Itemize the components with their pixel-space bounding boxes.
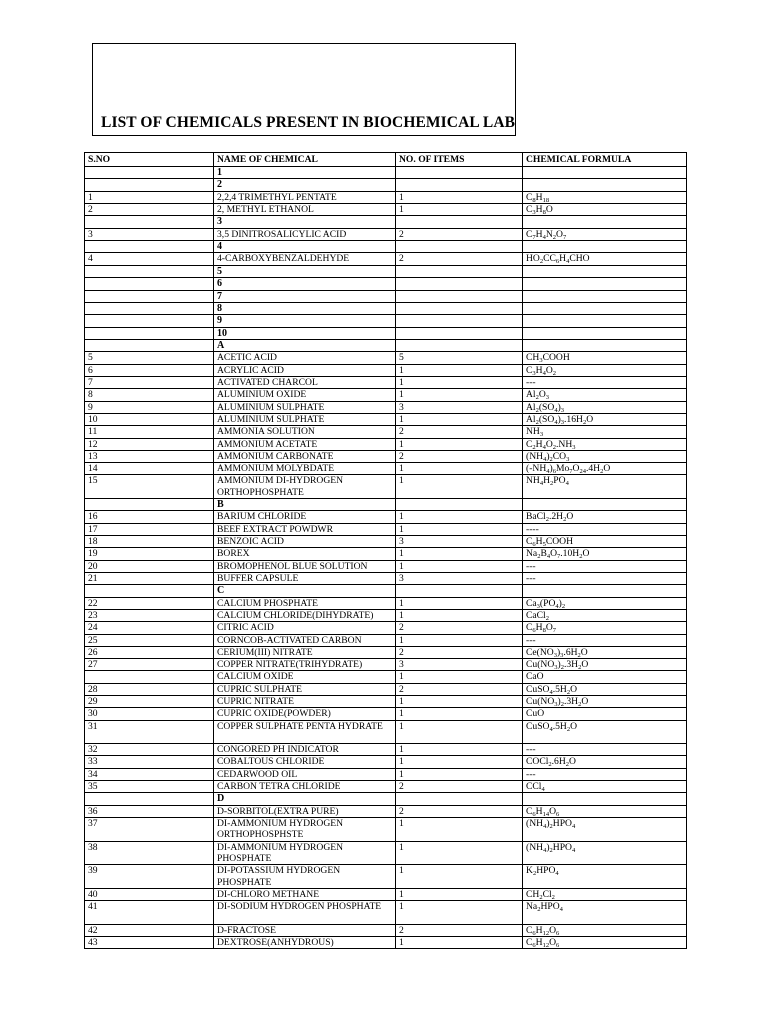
cell-items: 2 (396, 924, 523, 936)
table-row (85, 364, 687, 376)
cell-formula: $(NH_4)_2HPO_4$ (523, 841, 687, 865)
cell-sno: 4 (85, 253, 214, 265)
cell-formula (523, 179, 687, 191)
table-row (85, 511, 687, 523)
cell-formula: $C_8H_{18}$ (523, 191, 687, 203)
cell-items: 1 (396, 756, 523, 768)
cell-items (396, 278, 523, 290)
table-row (85, 191, 687, 203)
cell-formula (523, 499, 687, 511)
table-row (85, 622, 687, 634)
cell-items: 2 (396, 228, 523, 240)
cell-sno: 43 (85, 937, 214, 949)
cell-name: DEXTROSE(ANHYDROUS) (214, 937, 396, 949)
cell-formula: --- (523, 560, 687, 572)
cell-items: 1 (396, 671, 523, 683)
cell-sno: 21 (85, 572, 214, 584)
cell-formula: CaO (523, 671, 687, 683)
section-row (85, 585, 687, 597)
section-row (85, 340, 687, 352)
cell-sno: 22 (85, 597, 214, 609)
cell-name: ALUMINIUM OXIDE (214, 389, 396, 401)
cell-items: 3 (396, 659, 523, 671)
section-row (85, 302, 687, 314)
cell-formula (523, 241, 687, 253)
cell-items: 1 (396, 463, 523, 475)
table-row (85, 475, 687, 499)
cell-formula: --- (523, 634, 687, 646)
cell-name: ACRYLIC ACID (214, 364, 396, 376)
cell-items: 3 (396, 401, 523, 413)
cell-name: 2, METHYL ETHANOL (214, 204, 396, 216)
cell-name: CALCIUM PHOSPHATE (214, 597, 396, 609)
cell-items: 1 (396, 841, 523, 865)
table-row (85, 389, 687, 401)
cell-sno: 8 (85, 389, 214, 401)
cell-sno: 12 (85, 438, 214, 450)
cell-sno (85, 216, 214, 228)
cell-sno: 23 (85, 609, 214, 621)
cell-items (396, 167, 523, 179)
cell-sno (85, 499, 214, 511)
table-row (85, 865, 687, 889)
section-row (85, 179, 687, 191)
cell-formula: $Cu(NO_3)_2.3H_2O$ (523, 659, 687, 671)
cell-items: 2 (396, 622, 523, 634)
cell-formula: $C_3H_4O_2$ (523, 364, 687, 376)
table-row (85, 937, 687, 949)
table-row (85, 646, 687, 658)
cell-formula: $Al_2(SO_4)_3$ (523, 401, 687, 413)
cell-formula: $C_6H_{12}O_6$ (523, 924, 687, 936)
cell-name: BOREX (214, 548, 396, 560)
section-label: 6 (214, 278, 396, 290)
cell-items: 1 (396, 937, 523, 949)
section-label: A (214, 340, 396, 352)
table-row (85, 572, 687, 584)
table-row (85, 253, 687, 265)
table-row (85, 756, 687, 768)
cell-sno (85, 315, 214, 327)
cell-formula: $CH_3COOH$ (523, 352, 687, 364)
cell-name: ALUMINIUM SULPHATE (214, 401, 396, 413)
cell-formula (523, 216, 687, 228)
cell-name: AMMONIUM ACETATE (214, 438, 396, 450)
cell-sno (85, 585, 214, 597)
cell-name: ACTIVATED CHARCOL (214, 377, 396, 389)
cell-sno: 38 (85, 841, 214, 865)
cell-items (396, 302, 523, 314)
table-row (85, 228, 687, 240)
table-row (85, 413, 687, 425)
cell-name: CALCIUM OXIDE (214, 671, 396, 683)
cell-name: BROMOPHENOL BLUE SOLUTION (214, 560, 396, 572)
table-row (85, 560, 687, 572)
cell-name: DI-CHLORO METHANE (214, 888, 396, 900)
cell-sno (85, 241, 214, 253)
cell-items (396, 340, 523, 352)
cell-items: 1 (396, 768, 523, 780)
section-row (85, 315, 687, 327)
table-body (85, 167, 687, 949)
cell-items: 1 (396, 475, 523, 499)
cell-sno: 10 (85, 413, 214, 425)
table-row (85, 708, 687, 720)
cell-items: 1 (396, 364, 523, 376)
section-label: 4 (214, 241, 396, 253)
cell-formula: CCl$_4$ (523, 781, 687, 793)
cell-items: 1 (396, 865, 523, 889)
cell-formula: $Na_2B_4O_7.10H_2O$ (523, 548, 687, 560)
section-label: 2 (214, 179, 396, 191)
cell-sno: 35 (85, 781, 214, 793)
title-box (92, 43, 516, 136)
cell-sno: 2 (85, 204, 214, 216)
cell-sno: 19 (85, 548, 214, 560)
cell-sno: 39 (85, 865, 214, 889)
cell-formula (523, 278, 687, 290)
section-row (85, 290, 687, 302)
cell-name: DI-AMMONIUM HYDROGEN PHOSPHATE (214, 841, 396, 865)
cell-name: CUPRIC OXIDE(POWDER) (214, 708, 396, 720)
table-row (85, 924, 687, 936)
cell-name: CARBON TETRA CHLORIDE (214, 781, 396, 793)
cell-sno: 24 (85, 622, 214, 634)
cell-sno: 5 (85, 352, 214, 364)
cell-items: 1 (396, 191, 523, 203)
cell-items: 1 (396, 523, 523, 535)
cell-formula: $C_2H_4O_2.NH_3$ (523, 438, 687, 450)
cell-items: 1 (396, 634, 523, 646)
cell-items: 1 (396, 720, 523, 744)
section-label: 10 (214, 327, 396, 339)
header-items: NO. OF ITEMS (396, 153, 523, 167)
cell-formula: $(NH_4)_2CO_3$ (523, 450, 687, 462)
cell-formula: $Cu(NO_3)_2.3H_2O$ (523, 695, 687, 707)
cell-formula: $(NH_4)_2HPO_4$ (523, 818, 687, 842)
chemicals-table (84, 152, 687, 949)
cell-sno: 31 (85, 720, 214, 744)
cell-sno: 13 (85, 450, 214, 462)
cell-items: 1 (396, 560, 523, 572)
table-row (85, 683, 687, 695)
cell-formula: CuO (523, 708, 687, 720)
cell-items: 2 (396, 646, 523, 658)
cell-formula: $Al_2(SO_4)_3.16H_2O$ (523, 413, 687, 425)
table-row (85, 659, 687, 671)
cell-sno: 18 (85, 536, 214, 548)
cell-items: 1 (396, 708, 523, 720)
cell-formula (523, 290, 687, 302)
cell-sno (85, 167, 214, 179)
cell-name: D-SORBITOL(EXTRA PURE) (214, 805, 396, 817)
cell-items (396, 315, 523, 327)
cell-sno (85, 265, 214, 277)
section-row (85, 793, 687, 805)
cell-items (396, 216, 523, 228)
cell-name: CERIUM(III) NITRATE (214, 646, 396, 658)
cell-items (396, 290, 523, 302)
cell-sno: 40 (85, 888, 214, 900)
cell-items: 2 (396, 805, 523, 817)
cell-sno: 14 (85, 463, 214, 475)
cell-items: 2 (396, 426, 523, 438)
table-row (85, 463, 687, 475)
table-row (85, 352, 687, 364)
table-row (85, 609, 687, 621)
cell-items: 2 (396, 253, 523, 265)
cell-sno: 6 (85, 364, 214, 376)
cell-formula: $Ca_3(PO_4)_2$ (523, 597, 687, 609)
cell-name: CEDARWOOD OIL (214, 768, 396, 780)
cell-items: 1 (396, 597, 523, 609)
cell-formula: --- (523, 377, 687, 389)
cell-sno: 17 (85, 523, 214, 535)
cell-formula (523, 340, 687, 352)
cell-sno (85, 278, 214, 290)
cell-items: 1 (396, 413, 523, 425)
cell-items: 1 (396, 818, 523, 842)
table-row (85, 671, 687, 683)
cell-formula: $K_2HPO_4$ (523, 865, 687, 889)
cell-formula: $C_6H_5COOH$ (523, 536, 687, 548)
cell-name: AMMONIA SOLUTION (214, 426, 396, 438)
cell-name: D-FRACTOSE (214, 924, 396, 936)
cell-name: DI-SODIUM HYDROGEN PHOSPHATE (214, 901, 396, 925)
cell-sno (85, 340, 214, 352)
cell-sno: 37 (85, 818, 214, 842)
cell-formula: $CuSO_4.5H_2O$ (523, 720, 687, 744)
cell-formula: $C_6H_8O_7$ (523, 622, 687, 634)
cell-formula: CaCl$_2$ (523, 609, 687, 621)
cell-sno: 3 (85, 228, 214, 240)
table-row (85, 841, 687, 865)
cell-name: BUFFER CAPSULE (214, 572, 396, 584)
cell-formula: $HO_2CC_6H_4CHO$ (523, 253, 687, 265)
table-row (85, 805, 687, 817)
table-row (85, 695, 687, 707)
cell-formula: --- (523, 572, 687, 584)
cell-formula (523, 793, 687, 805)
section-label: C (214, 585, 396, 597)
section-label: B (214, 499, 396, 511)
table-row (85, 901, 687, 925)
section-row (85, 265, 687, 277)
table-row (85, 377, 687, 389)
cell-sno: 9 (85, 401, 214, 413)
cell-sno: 20 (85, 560, 214, 572)
cell-sno (85, 671, 214, 683)
cell-name: 4-CARBOXYBENZALDEHYDE (214, 253, 396, 265)
table-row (85, 438, 687, 450)
cell-sno (85, 302, 214, 314)
cell-sno: 26 (85, 646, 214, 658)
cell-name: CALCIUM CHLORIDE(DIHYDRATE) (214, 609, 396, 621)
cell-name: DI-AMMONIUM HYDROGEN ORTHOPHOSPHSTE (214, 818, 396, 842)
cell-sno: 34 (85, 768, 214, 780)
cell-sno: 33 (85, 756, 214, 768)
cell-items: 3 (396, 572, 523, 584)
header-name: NAME OF CHEMICAL (214, 153, 396, 167)
cell-sno: 28 (85, 683, 214, 695)
cell-name: COBALTOUS CHLORIDE (214, 756, 396, 768)
cell-sno: 7 (85, 377, 214, 389)
table-row (85, 720, 687, 744)
section-label: 9 (214, 315, 396, 327)
cell-sno: 30 (85, 708, 214, 720)
cell-formula: $C_7H_4N_2O_7$ (523, 228, 687, 240)
cell-sno: 25 (85, 634, 214, 646)
table-row (85, 548, 687, 560)
cell-items: 1 (396, 389, 523, 401)
table-row (85, 634, 687, 646)
section-row (85, 216, 687, 228)
cell-items (396, 793, 523, 805)
cell-items: 2 (396, 781, 523, 793)
cell-formula: $NH_3$ (523, 426, 687, 438)
cell-items: 1 (396, 204, 523, 216)
table-row (85, 426, 687, 438)
cell-name: ALUMINIUM SULPHATE (214, 413, 396, 425)
cell-name: 2,2,4 TRIMETHYL PENTATE (214, 191, 396, 203)
section-label: 7 (214, 290, 396, 302)
table-row (85, 536, 687, 548)
cell-items (396, 265, 523, 277)
header-sno: S.NO (85, 153, 214, 167)
section-row (85, 499, 687, 511)
cell-items: 2 (396, 450, 523, 462)
table-header-row (85, 153, 687, 167)
cell-items: 1 (396, 901, 523, 925)
table-row (85, 450, 687, 462)
cell-name: AMMONIUM MOLYBDATE (214, 463, 396, 475)
cell-items: 1 (396, 609, 523, 621)
section-row (85, 278, 687, 290)
section-row (85, 327, 687, 339)
cell-name: 3,5 DINITROSALICYLIC ACID (214, 228, 396, 240)
cell-formula: $C_3H_8O$ (523, 204, 687, 216)
cell-formula: $CH_2Cl_2$ (523, 888, 687, 900)
cell-sno: 27 (85, 659, 214, 671)
cell-sno: 16 (85, 511, 214, 523)
cell-formula: $C_6H_{14}O_6$ (523, 805, 687, 817)
cell-formula: $(-NH_4)_6Mo_7O_{24}.4H_2O$ (523, 463, 687, 475)
cell-formula: $Ce(NO_3)_3.6H_2O$ (523, 646, 687, 658)
cell-formula: $Al_2O_3$ (523, 389, 687, 401)
cell-items (396, 585, 523, 597)
cell-sno: 1 (85, 191, 214, 203)
cell-formula: $COCl_2.6H_2O$ (523, 756, 687, 768)
table-row (85, 888, 687, 900)
cell-name: CORNCOB-ACTIVATED CARBON (214, 634, 396, 646)
cell-items: 1 (396, 438, 523, 450)
cell-sno: 42 (85, 924, 214, 936)
cell-formula: $Na_2HPO_4$ (523, 901, 687, 925)
section-label: 5 (214, 265, 396, 277)
cell-formula: --- (523, 768, 687, 780)
cell-sno (85, 290, 214, 302)
table-row (85, 768, 687, 780)
cell-formula: $BaCl_2.2H_2O$ (523, 511, 687, 523)
cell-sno (85, 793, 214, 805)
cell-sno: 29 (85, 695, 214, 707)
cell-items (396, 241, 523, 253)
table-row (85, 204, 687, 216)
cell-formula (523, 315, 687, 327)
table-row (85, 744, 687, 756)
section-label: D (214, 793, 396, 805)
page-title: LIST OF CHEMICALS PRESENT IN BIOCHEMICAL LAB (101, 114, 516, 131)
cell-sno (85, 179, 214, 191)
cell-items: 1 (396, 744, 523, 756)
cell-name: COPPER NITRATE(TRIHYDRATE) (214, 659, 396, 671)
cell-items: 5 (396, 352, 523, 364)
cell-formula: $NH_4H_2PO_4$ (523, 475, 687, 499)
cell-name: BEEF EXTRACT POWDWR (214, 523, 396, 535)
table-row (85, 597, 687, 609)
header-formula: CHEMICAL FORMULA (523, 153, 687, 167)
cell-name: BARIUM CHLORIDE (214, 511, 396, 523)
cell-name: CUPRIC SULPHATE (214, 683, 396, 695)
cell-items: 1 (396, 695, 523, 707)
cell-items (396, 179, 523, 191)
cell-items: 1 (396, 511, 523, 523)
cell-name: BENZOIC ACID (214, 536, 396, 548)
cell-items: 1 (396, 548, 523, 560)
cell-formula: ---- (523, 523, 687, 535)
cell-name: AMMONIUM DI-HYDROGEN ORTHOPHOSPHATE (214, 475, 396, 499)
cell-formula (523, 265, 687, 277)
cell-sno: 15 (85, 475, 214, 499)
cell-name: AMMONIUM CARBONATE (214, 450, 396, 462)
cell-name: CUPRIC NITRATE (214, 695, 396, 707)
table-row (85, 781, 687, 793)
cell-formula: $CuSO_4.5H_2O$ (523, 683, 687, 695)
cell-name: DI-POTASSIUM HYDROGEN PHOSPHATE (214, 865, 396, 889)
cell-items: 2 (396, 683, 523, 695)
cell-formula: $C_6H_{12}O_6$ (523, 937, 687, 949)
cell-sno: 11 (85, 426, 214, 438)
cell-items (396, 499, 523, 511)
section-row (85, 241, 687, 253)
cell-sno: 36 (85, 805, 214, 817)
cell-name: CITRIC ACID (214, 622, 396, 634)
table-row (85, 818, 687, 842)
cell-name: ACETIC ACID (214, 352, 396, 364)
cell-sno: 41 (85, 901, 214, 925)
cell-items: 1 (396, 888, 523, 900)
cell-sno (85, 327, 214, 339)
cell-formula: --- (523, 744, 687, 756)
cell-name: CONGORED PH INDICATOR (214, 744, 396, 756)
cell-sno: 32 (85, 744, 214, 756)
section-label: 3 (214, 216, 396, 228)
cell-name: COPPER SULPHATE PENTA HYDRATE (214, 720, 396, 744)
cell-formula (523, 302, 687, 314)
section-row (85, 167, 687, 179)
cell-formula (523, 167, 687, 179)
cell-items: 1 (396, 377, 523, 389)
table-row (85, 401, 687, 413)
cell-items: 3 (396, 536, 523, 548)
cell-formula (523, 327, 687, 339)
table-row (85, 523, 687, 535)
section-label: 8 (214, 302, 396, 314)
cell-formula (523, 585, 687, 597)
section-label: 1 (214, 167, 396, 179)
cell-items (396, 327, 523, 339)
